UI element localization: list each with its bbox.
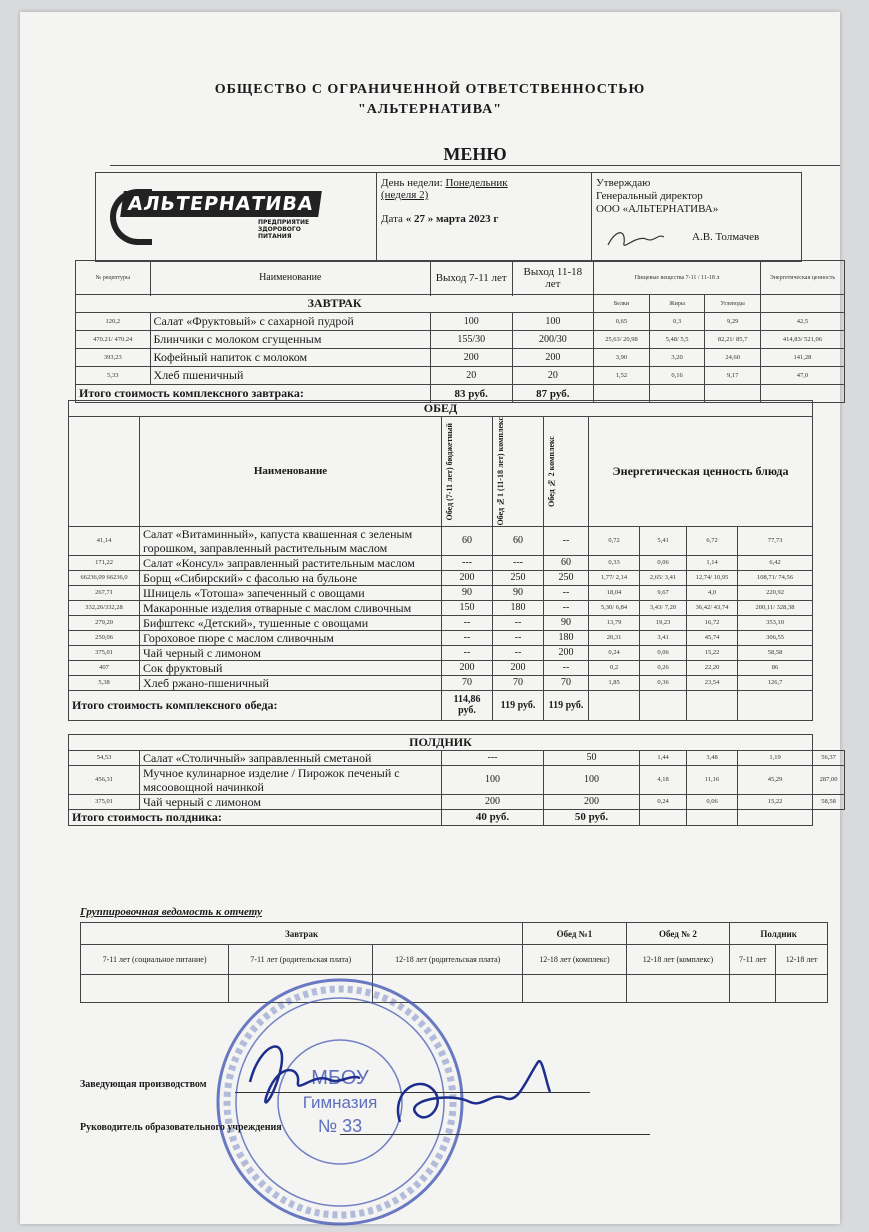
table-row [69, 750, 845, 765]
dish-name: Салат «Консул» заправленный растительным маслом [140, 555, 442, 570]
portion-lunch-2: -- [544, 526, 589, 555]
day-info: День недели: Понедельник (неделя 2) Дата « 27 » марта 2023 г [376, 173, 591, 261]
carb-value: 82,21/ 85,7 [705, 331, 761, 349]
portion-lunch-1: -- [493, 630, 544, 645]
dish-name: Шницель «Тотоша» запеченный с овощами [140, 585, 442, 600]
protein-value: 18,04 [589, 585, 640, 600]
table-row [69, 600, 845, 615]
dish-name: Бифштекс «Детский», тушенные с овощами [140, 615, 442, 630]
protein-value: 3,90 [594, 349, 650, 367]
dish-name: Мучное кулинарное изделие / Пирожок печеный с мясоовощной начинкой [140, 765, 442, 794]
fat-value: 9,67 [640, 585, 687, 600]
company-logo [108, 185, 353, 249]
fat-value: 0,16 [649, 367, 705, 385]
carb-value: 9,17 [705, 367, 761, 385]
lunch-total-3: 119 руб. [544, 690, 589, 720]
col-recipe: № рецептуры [76, 261, 151, 295]
carb-value: 45,74 [687, 630, 738, 645]
protein-value: 13,79 [589, 615, 640, 630]
carb-value: 16,72 [687, 615, 738, 630]
protein-value: 0,72 [589, 526, 640, 555]
recipe-number: 250,06 [69, 630, 140, 645]
energy-value: 108,71/ 74,56 [738, 570, 813, 585]
portion-11-18: 20 [512, 367, 594, 385]
carb-value: 23,54 [687, 675, 738, 690]
org-name-line2: "АЛЬТЕРНАТИВА" [357, 102, 503, 117]
lunch-section: ОБЕД [69, 401, 813, 417]
document-sheet [20, 12, 840, 1224]
portion-lunch-2: 60 [544, 555, 589, 570]
energy-value: 6,42 [738, 555, 813, 570]
table-row [69, 765, 845, 794]
portion-7-11: 155/30 [430, 331, 512, 349]
dish-name: Чай черный с лимоном [140, 794, 442, 809]
energy-value: 86 [738, 660, 813, 675]
col-energy: Энергетическая ценность [760, 261, 844, 295]
fat-value: 0,3 [649, 313, 705, 331]
protein-value: 20,31 [589, 630, 640, 645]
recipe-number: 5,33 [76, 367, 151, 385]
fat-value: 3,43/ 7,20 [640, 600, 687, 615]
protein-value: 0,24 [589, 645, 640, 660]
portion-lunch-2: 90 [544, 615, 589, 630]
recipe-number: 456,31 [69, 765, 140, 794]
school-head-label: Руководитель образовательного учреждения [80, 1122, 282, 1133]
org-name-line1: ОБЩЕСТВО С ОГРАНИЧЕННОЙ ОТВЕТСТВЕННОСТЬЮ [214, 82, 646, 97]
fat-value: 0,26 [640, 660, 687, 675]
energy-value: 220,92 [738, 585, 813, 600]
energy-value: 47,0 [760, 367, 844, 385]
portion-lunch-1: --- [493, 555, 544, 570]
protein-value: 0,65 [594, 313, 650, 331]
recipe-number: 375,01 [69, 645, 140, 660]
recipe-number: 267,71 [69, 585, 140, 600]
lunch-col-name: Наименование [140, 417, 442, 527]
table-row [69, 630, 845, 645]
portion-budget: 60 [442, 526, 493, 555]
carb-value: 15,22 [738, 794, 813, 809]
portion-12-18: 50 [544, 750, 640, 765]
col-out1: Выход 7-11 лет [430, 261, 512, 295]
dish-name: Хлеб ржано-пшеничный [140, 675, 442, 690]
report-title: Группировочная ведомость к отчету [80, 906, 262, 918]
portion-11-18: 100 [512, 313, 594, 331]
table-row [76, 313, 845, 331]
fat-value: 3,20 [649, 349, 705, 367]
portion-lunch-1: 60 [493, 526, 544, 555]
energy-value: 306,55 [738, 630, 813, 645]
portion-7-11: 200 [442, 794, 544, 809]
portion-11-18: 200/30 [512, 331, 594, 349]
portion-budget: -- [442, 630, 493, 645]
table-row [69, 585, 845, 600]
lunch-total-label: Итого стоимость комплексного обеда: [69, 690, 442, 720]
portion-budget: 90 [442, 585, 493, 600]
portion-lunch-1: 70 [493, 675, 544, 690]
breakfast-table: № рецептуры Наименование Выход 7-11 лет Выход 11-18 лет Пищевые вещества 7-11 / 11-18 л Энергетическая ценность ЗАВТРАК Белки Жиры Углеводы 120,2 Салат «Фруктовый» с сахарной пудрой 100 100 0,65 0,3 9,29 42,5 470.21/ 470.24 Блинчики с молоком сгущенным 155/30 200/30 25,63/ 20,98 5,48/ 5,5 82,21/ 85,7 414,83/ 521,06 393,23 Кофейный напиток с молоком 200 200 3,90 3,20 24,60 141,28 5,33 Хлеб пшеничный 20 20 1,52 0,16 9,17 47,0 Итого стоимость комплексного завтрака: 83 руб. 87 руб. [75, 260, 845, 403]
logo-wordmark: АЛЬТЕРНАТИВА [120, 191, 321, 217]
protein-value: 0,2 [589, 660, 640, 675]
energy-value: 77,73 [738, 526, 813, 555]
portion-lunch-1: -- [493, 615, 544, 630]
organization-header [20, 80, 840, 120]
energy-value: 414,83/ 521,06 [760, 331, 844, 349]
lunch-total-1: 114,86 руб. [442, 690, 493, 720]
portion-budget: -- [442, 615, 493, 630]
recipe-number: 54,53 [69, 750, 140, 765]
portion-lunch-1: 90 [493, 585, 544, 600]
table-row [69, 570, 845, 585]
dish-name: Чай черный с лимоном [140, 645, 442, 660]
snack-total-label: Итого стоимость полдника: [69, 809, 442, 825]
lunch-table: ОБЕД Наименование Обед (7-11 лет) бюджетный Обед №1 (11-18 лет) комплекс Обед № 2 комплекс Энергетическая ценность блюда 41,14 Салат «Витаминный», капуста квашенная с зеленым горошком, заправленный растительным маслом 60 60 -- 0,72 5,41 6,72 77,73 171,22 Салат «Консул» заправленный растительным маслом --- --- 60 0,33 0,06 1,14 6,42 66236,09 66236,0 Борщ «Сибирский» с фасолью на бульоне 200 250 250 1,77/ 2,14 2,65/ 3,41 12,74/ 10,95 108,71/ 74,56 267,71 Шницель «Тотоша» запеченный с овощами 90 90 -- 18,04 9,67 4,0 220,92 332,26/332,28 Макаронные изделия отварные с маслом сливочным 150 180 -- 5,30/ 6,84 3,43/ 7,20 36,42/ 43,74 200,11/ 328,38 279,20 Бифштекс «Детский», тушенные с овощами -- -- 90 13,79 19,23 16,72 353,10 250,06 Гороховое пюре с маслом сливочным -- -- 180 20,31 3,41 45,74 306,55 375,01 Чай черный с лимоном -- -- 200 0,24 0,06 15,22 58,58 407 Сок фруктовый 200 200 -- 0,2 0,26 22,20 86 5,38 Хлеб ржано-пшеничный 70 70 70 1,85 0,36 23,54 126,7 Итого стоимость комплексного обеда: 114,86 руб. 119 руб. 119 руб. ПОЛДНИК 54,53 Салат «Столичный» заправленный сметаной --- 50 1,44 3,48 1,19 56,37 456,31 Мучное кулинарное изделие / Пирожок печеный с мясоовощной начинкой 100 100 4,18 11,16 45,29 287,00 375,01 Чай черный с лимоном 200 200 0,24 0,06 15,22 58,58 Итого стоимость полдника: 40 руб. 50 руб. [68, 400, 845, 826]
portion-lunch-2: 180 [544, 630, 589, 645]
dish-name: Салат «Витаминный», капуста квашенная с зеленым горошком, заправленный растительным маслом [140, 526, 442, 555]
recipe-number: 375,01 [69, 794, 140, 809]
table-row [69, 645, 845, 660]
carb-value: 36,42/ 43,74 [687, 600, 738, 615]
table-row [76, 349, 845, 367]
portion-7-11: 100 [442, 765, 544, 794]
energy-value: 56,37 [813, 750, 845, 765]
menu-title: МЕНЮ [110, 144, 840, 166]
dish-name: Борщ «Сибирский» с фасолью на бульоне [140, 570, 442, 585]
svg-text:Гимназия: Гимназия [302, 1093, 378, 1112]
fat-value: 3,48 [687, 750, 738, 765]
lunch-total-2: 119 руб. [493, 690, 544, 720]
table-row [76, 331, 845, 349]
protein-value: 0,33 [589, 555, 640, 570]
fat-value: 5,41 [640, 526, 687, 555]
portion-budget: 200 [442, 660, 493, 675]
col-name: Наименование [150, 261, 430, 295]
recipe-number: 393,23 [76, 349, 151, 367]
protein-value: 1,44 [640, 750, 687, 765]
portion-lunch-2: 200 [544, 645, 589, 660]
portion-budget: --- [442, 555, 493, 570]
portion-lunch-2: 250 [544, 570, 589, 585]
carb-value: 9,29 [705, 313, 761, 331]
protein-value: 1,85 [589, 675, 640, 690]
table-row [69, 555, 845, 570]
portion-lunch-1: -- [493, 645, 544, 660]
recipe-number: 120,2 [76, 313, 151, 331]
dish-name: Салат «Фруктовый» с сахарной пудрой [150, 313, 430, 331]
protein-value: 4,18 [640, 765, 687, 794]
portion-7-11: 200 [430, 349, 512, 367]
director-signature-icon [606, 225, 666, 253]
portion-7-11: --- [442, 750, 544, 765]
fat-value: 0,06 [640, 645, 687, 660]
carb-value: 15,22 [687, 645, 738, 660]
recipe-number: 332,26/332,28 [69, 600, 140, 615]
carb-value: 22,20 [687, 660, 738, 675]
approval-block: Утверждаю Генеральный директор ООО «АЛЬТЕРНАТИВА» А.В. Толмачев [591, 173, 801, 261]
breakfast-section: ЗАВТРАК [76, 295, 594, 313]
snack-section: ПОЛДНИК [69, 734, 813, 750]
portion-lunch-2: 70 [544, 675, 589, 690]
energy-value: 58,58 [813, 794, 845, 809]
carb-value: 4,0 [687, 585, 738, 600]
col-nutrients: Пищевые вещества 7-11 / 11-18 л [594, 261, 761, 295]
fat-value: 11,16 [687, 765, 738, 794]
portion-11-18: 200 [512, 349, 594, 367]
table-row [69, 526, 845, 555]
breakfast-total-1: 83 руб. [430, 385, 512, 403]
table-row [69, 675, 845, 690]
carb-value: 24,60 [705, 349, 761, 367]
protein-value: 1,52 [594, 367, 650, 385]
energy-value: 141,28 [760, 349, 844, 367]
dish-name: Кофейный напиток с молоком [150, 349, 430, 367]
menu-header-box [95, 172, 802, 262]
production-manager-label: Заведующая производством [80, 1079, 207, 1090]
portion-7-11: 20 [430, 367, 512, 385]
carb-value: 12,74/ 10,95 [687, 570, 738, 585]
breakfast-total-label: Итого стоимость комплексного завтрака: [76, 385, 431, 403]
protein-value: 5,30/ 6,84 [589, 600, 640, 615]
recipe-number: 171,22 [69, 555, 140, 570]
carb-value: 1,14 [687, 555, 738, 570]
snack-total-1: 40 руб. [442, 809, 544, 825]
portion-budget: 200 [442, 570, 493, 585]
recipe-number: 470.21/ 470.24 [76, 331, 151, 349]
portion-lunch-2: -- [544, 600, 589, 615]
energy-value: 353,10 [738, 615, 813, 630]
protein-value: 0,24 [640, 794, 687, 809]
table-row [69, 794, 845, 809]
logo-subtitle: ПРЕДПРИЯТИЕ ЗДОРОВОГО ПИТАНИЯ [258, 219, 310, 240]
recipe-number: 279,20 [69, 615, 140, 630]
portion-budget: -- [442, 645, 493, 660]
dish-name: Хлеб пшеничный [150, 367, 430, 385]
table-row [69, 660, 845, 675]
dish-name: Салат «Столичный» заправленный сметаной [140, 750, 442, 765]
portion-lunch-1: 200 [493, 660, 544, 675]
svg-text:МБОУ: МБОУ [311, 1067, 369, 1089]
fat-value: 3,41 [640, 630, 687, 645]
energy-value: 287,00 [813, 765, 845, 794]
col-out2: Выход 11-18 лет [512, 261, 594, 295]
table-row [76, 367, 845, 385]
energy-value: 126,7 [738, 675, 813, 690]
fat-value: 2,65/ 3,41 [640, 570, 687, 585]
energy-value: 42,5 [760, 313, 844, 331]
portion-lunch-2: -- [544, 660, 589, 675]
dish-name: Макаронные изделия отварные с маслом сливочным [140, 600, 442, 615]
portion-lunch-1: 250 [493, 570, 544, 585]
portion-7-11: 100 [430, 313, 512, 331]
fat-value: 0,36 [640, 675, 687, 690]
fat-value: 0,06 [687, 794, 738, 809]
energy-value: 58,58 [738, 645, 813, 660]
dish-name: Гороховое пюре с маслом сливочным [140, 630, 442, 645]
dish-name: Сок фруктовый [140, 660, 442, 675]
portion-budget: 150 [442, 600, 493, 615]
carb-value: 1,19 [738, 750, 813, 765]
carb-value: 45,29 [738, 765, 813, 794]
report-table: Завтрак Обед №1 Обед № 2 Полдник 7-11 лет (социальное питание) 7-11 лет (родительская плата) 12-18 лет (родительская плата) 12-18 лет (комплекс) 12-18 лет (комплекс) 7-11 лет 12-18 лет [80, 922, 828, 1003]
portion-lunch-2: -- [544, 585, 589, 600]
recipe-number: 407 [69, 660, 140, 675]
portion-lunch-1: 180 [493, 600, 544, 615]
recipe-number: 5,38 [69, 675, 140, 690]
dish-name: Блинчики с молоком сгущенным [150, 331, 430, 349]
snack-total-2: 50 руб. [544, 809, 640, 825]
breakfast-total-2: 87 руб. [512, 385, 594, 403]
fat-value: 5,48/ 5,5 [649, 331, 705, 349]
carb-value: 6,72 [687, 526, 738, 555]
portion-12-18: 100 [544, 765, 640, 794]
lunch-col-energy: Энергетическая ценность блюда [589, 417, 813, 527]
recipe-number: 41,14 [69, 526, 140, 555]
protein-value: 1,77/ 2,14 [589, 570, 640, 585]
portion-budget: 70 [442, 675, 493, 690]
recipe-number: 66236,09 66236,0 [69, 570, 140, 585]
portion-12-18: 200 [544, 794, 640, 809]
protein-value: 25,63/ 20,98 [594, 331, 650, 349]
fat-value: 19,23 [640, 615, 687, 630]
energy-value: 200,11/ 328,38 [738, 600, 813, 615]
svg-text:№ 33: № 33 [317, 1116, 363, 1136]
fat-value: 0,06 [640, 555, 687, 570]
table-row [69, 615, 845, 630]
handwritten-signatures-icon [220, 1022, 570, 1142]
